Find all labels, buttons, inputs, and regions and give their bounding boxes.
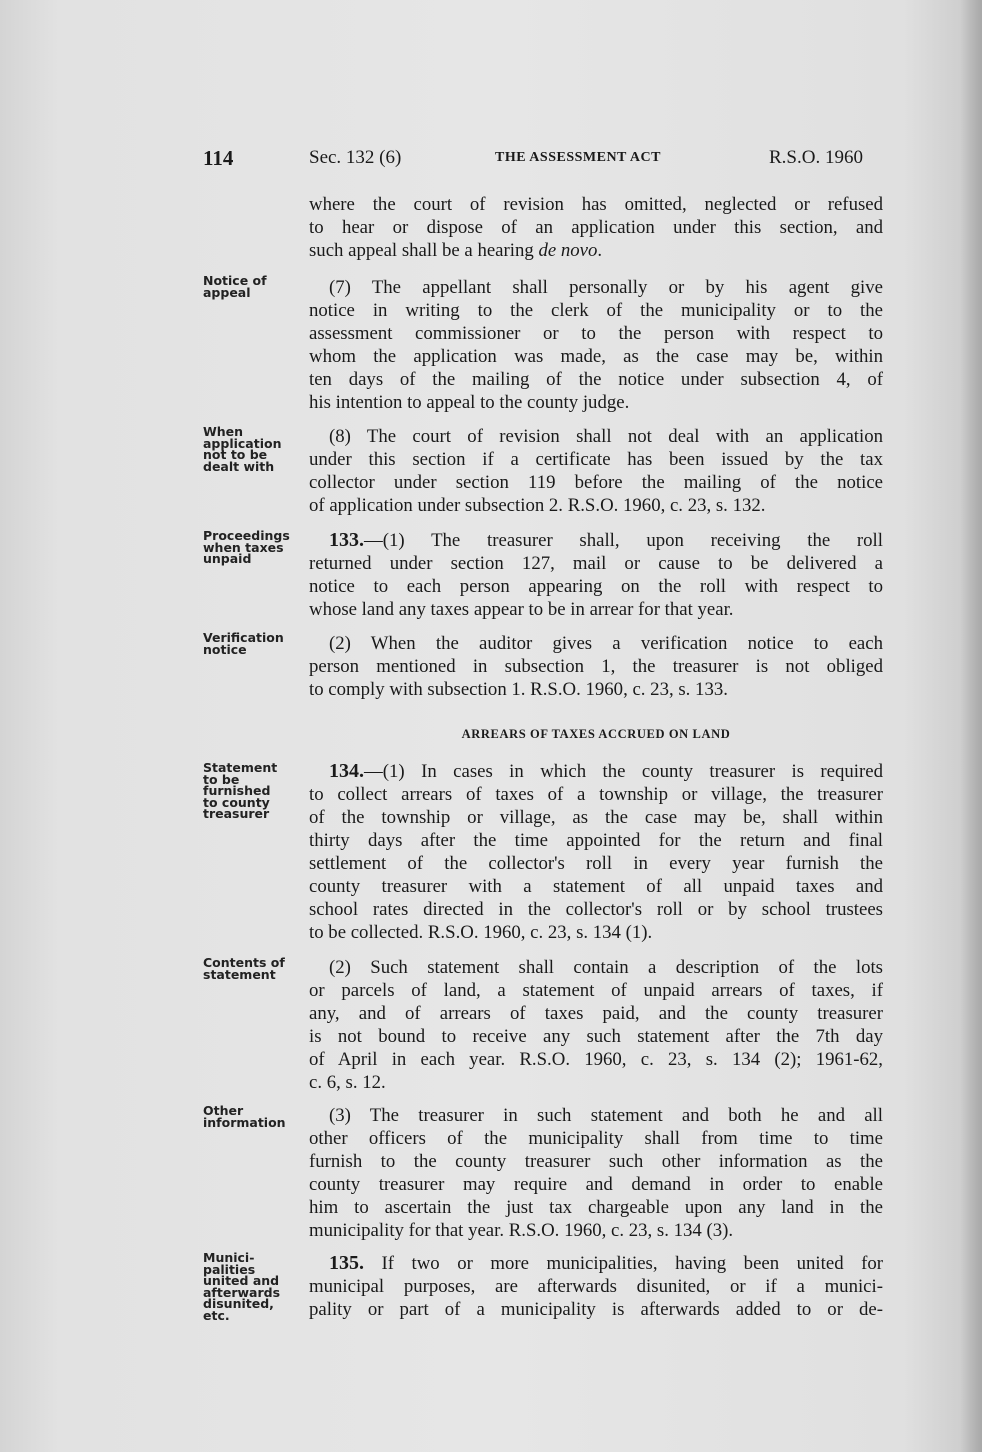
section-number: 133.	[329, 529, 364, 551]
section-135	[309, 1252, 883, 1321]
text-line: collector under section 119 before the mailing of the notice	[309, 472, 883, 493]
statute-reference: R.S.O. 1960	[769, 147, 863, 168]
section-134-subsection-2	[309, 956, 883, 1094]
text-line: or parcels of land, a statement of unpaid arrears of taxes, if	[309, 980, 883, 1001]
note-line: Statement	[203, 760, 278, 775]
section-number: 134.	[329, 760, 364, 782]
text-line: other officers of the municipality shall from time to time	[309, 1128, 883, 1149]
text-line: of April in each year. R.S.O. 1960, c. 23, s. 134 (2); 1961-62,	[309, 1049, 883, 1070]
note-line: palities	[203, 1261, 256, 1277]
note-line: Contents of	[203, 955, 285, 970]
margin-note-proceedings	[203, 530, 298, 565]
text-line: school rates directed in the collector's roll or by school trustees	[309, 899, 883, 920]
text-line: assessment commissioner or to the person with respect to	[309, 323, 883, 344]
text-line: of application under subsection 2. R.S.O. 1960, c. 23, s. 132.	[309, 495, 766, 516]
margin-note-notice-of-appeal	[203, 275, 298, 298]
text-line: notice in writing to the clerk of the municipality or to the	[309, 300, 883, 321]
text-line: where the court of revision has omitted, neglected or refused	[309, 194, 883, 215]
note-line: dealt with	[203, 458, 275, 474]
page-number: 114	[203, 146, 234, 170]
section-133-subsection-2	[309, 632, 883, 701]
section-number: 135.	[329, 1252, 364, 1274]
section-134-subsection-3	[309, 1104, 883, 1242]
note-line: statement	[203, 966, 276, 982]
text-fragment: If two or more municipalities, having been united for	[364, 1253, 883, 1274]
text-line: of the township or village, as the case may be, shall within	[309, 807, 883, 828]
note-line: Munici-	[203, 1250, 255, 1265]
margin-note-other-information	[203, 1105, 298, 1128]
text-line: municipality for that year. R.S.O. 1960, c. 23, s. 134 (3).	[309, 1220, 734, 1241]
note-line: not to be	[203, 447, 268, 462]
text-line: under this section if a certificate has been issued by the tax	[309, 449, 883, 470]
text-fragment: such appeal shall be a hearing	[309, 240, 534, 261]
note-line: disunited,	[203, 1296, 274, 1311]
margin-note-contents	[203, 957, 298, 980]
note-line: information	[203, 1114, 286, 1130]
margin-note-when-application	[203, 426, 298, 472]
running-header	[0, 146, 982, 174]
text-line: (8) The court of revision shall not deal with an application	[329, 426, 883, 447]
text-line: pality or part of a municipality is afterwards added to or de-	[309, 1299, 883, 1320]
text-line: notice to each person appearing on the roll with respect to	[309, 576, 883, 597]
text-line: furnish to the county treasurer such other information as the	[309, 1151, 883, 1172]
note-line: notice	[203, 641, 247, 657]
text-line: is not bound to receive any such statement after the 7th day	[309, 1026, 883, 1047]
text-line: whose land any taxes appear to be in arrear for that year.	[309, 599, 734, 620]
text-line: c. 6, s. 12.	[309, 1072, 386, 1093]
note-line: afterwards	[203, 1284, 281, 1300]
note-line: Notice of	[203, 273, 267, 288]
text-line: any, and of arrears of taxes paid, and the county treasurer	[309, 1003, 883, 1024]
note-line: Verification	[203, 630, 284, 645]
note-line: to be	[203, 771, 240, 787]
note-line: etc.	[203, 1307, 230, 1323]
note-line: When	[203, 424, 244, 439]
text-line: person mentioned in subsection 1, the treasurer is not obliged	[309, 656, 883, 677]
note-line: to county	[203, 794, 270, 810]
note-line: united and	[203, 1273, 280, 1288]
text-line: (3) The treasurer in such statement and both he and all	[329, 1105, 883, 1126]
subsection-7	[309, 276, 883, 414]
note-line: Proceedings	[203, 528, 290, 543]
text-line: thirty days after the time appointed for the return and final	[309, 830, 883, 851]
text-fragment: —(1) The treasurer shall, upon receiving the roll	[364, 530, 883, 551]
note-line: furnished	[203, 783, 271, 798]
text-line: county treasurer with a statement of all unpaid taxes and	[309, 876, 883, 897]
text-line	[309, 760, 883, 783]
text-fragment: —(1) In cases in which the county treasurer is required	[364, 761, 883, 782]
text-line	[309, 529, 883, 552]
text-line: to be collected. R.S.O. 1960, c. 23, s. 134 (1).	[309, 922, 653, 943]
text-line: (2) When the auditor gives a verification notice to each	[329, 633, 883, 654]
latin-phrase: de novo	[538, 240, 598, 261]
text-line: ten days of the mailing of the notice under subsection 4, of	[309, 369, 883, 390]
subsection-8	[309, 425, 883, 517]
note-line: application	[203, 435, 282, 451]
text-line: his intention to appeal to the county judge.	[309, 392, 630, 413]
note-line: when taxes	[203, 539, 284, 555]
text-line: settlement of the collector's roll in every year furnish the	[309, 853, 883, 874]
subsection-6-continuation	[309, 193, 883, 262]
act-title: THE ASSESSMENT ACT	[495, 150, 661, 165]
margin-note-statement	[203, 762, 298, 820]
text-line: to collect arrears of taxes of a township or village, the treasurer	[309, 784, 883, 805]
margin-note-verification	[203, 632, 298, 655]
note-line: appeal	[203, 284, 251, 300]
section-heading: ARREARS OF TAXES ACCRUED ON LAND	[461, 727, 731, 741]
margin-note-municipalities	[203, 1252, 298, 1321]
text-fragment: .	[597, 240, 603, 261]
section-133	[309, 529, 883, 621]
text-line: whom the application was made, as the case may be, within	[309, 346, 883, 367]
note-line: treasurer	[203, 806, 270, 821]
section-134	[309, 760, 883, 944]
text-line	[309, 1252, 883, 1275]
note-line: unpaid	[203, 551, 252, 566]
text-line: to hear or dispose of an application under this section, and	[309, 217, 883, 238]
text-line: to comply with subsection 1. R.S.O. 1960, c. 23, s. 133.	[309, 679, 728, 700]
note-line: Other	[203, 1103, 244, 1118]
text-line: returned under section 127, mail or cause to be delivered a	[309, 553, 883, 574]
text-line: him to ascertain the just tax chargeable upon any land in the	[309, 1197, 883, 1218]
text-line: county treasurer may require and demand in order to enable	[309, 1174, 883, 1195]
text-line: (7) The appellant shall personally or by his agent give	[329, 277, 883, 298]
text-line: municipal purposes, are afterwards disunited, or if a munici-	[309, 1276, 883, 1297]
section-reference: Sec. 132 (6)	[309, 147, 402, 168]
text-line: (2) Such statement shall contain a description of the lots	[329, 957, 883, 978]
text-line	[309, 239, 883, 262]
